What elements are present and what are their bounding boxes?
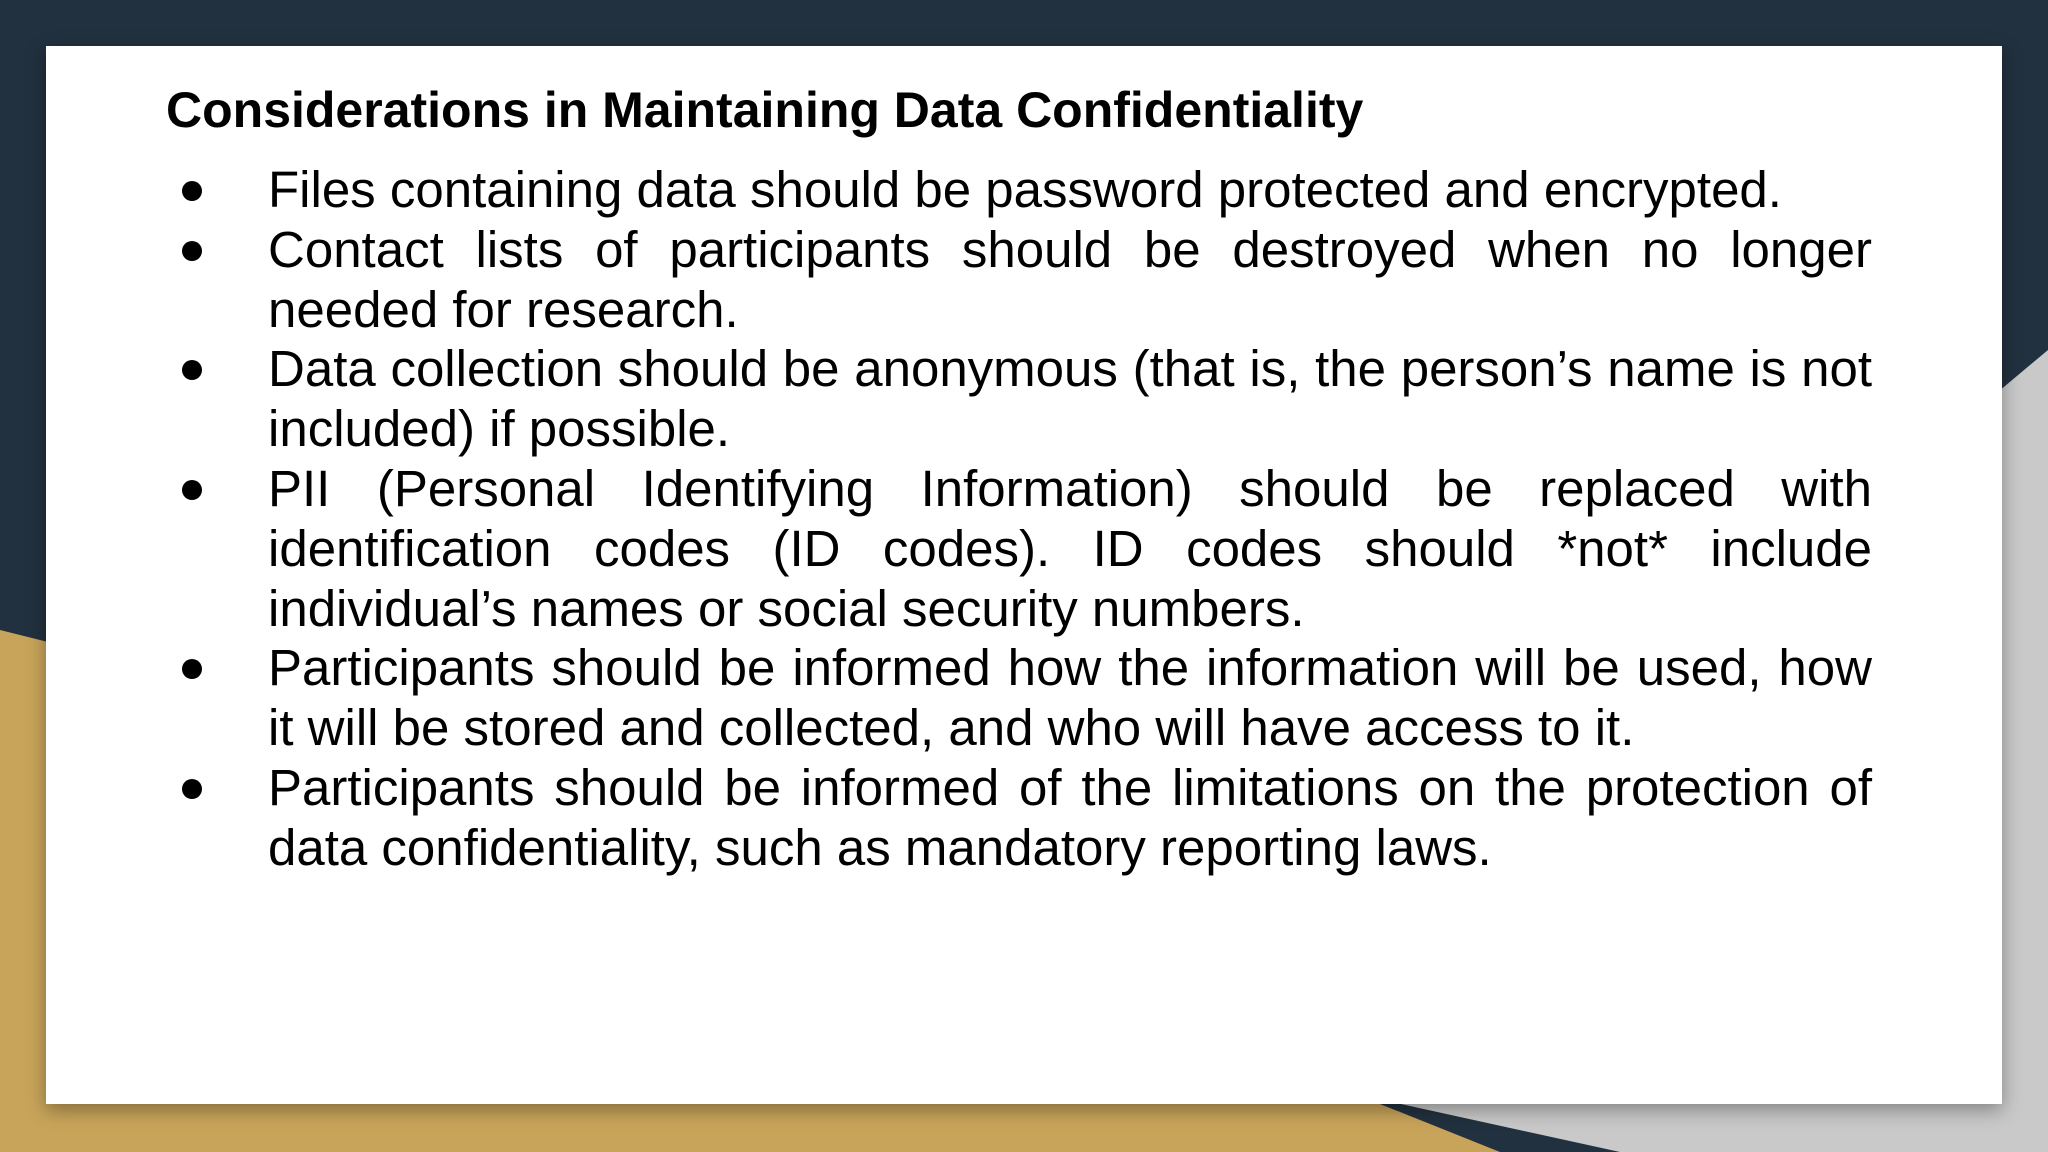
bullet-text: Data collection should be anonymous (that is, the person’s name is not included) if possible. xyxy=(268,340,1872,458)
bullet-text: Participants should be informed of the limitations on the protection of data confidentiality, such as mandatory reporting laws. xyxy=(268,758,1872,876)
bullet-dot-icon xyxy=(182,480,202,500)
bullet-list xyxy=(268,160,1872,878)
bullet-text: Contact lists of participants should be destroyed when no longer needed for research. xyxy=(268,220,1872,338)
bullet-dot-icon xyxy=(182,241,202,261)
bullet-text: Files containing data should be password protected and encrypted. xyxy=(268,161,1782,218)
bullet-dot-icon xyxy=(182,181,202,201)
bullet-item xyxy=(268,758,1872,878)
slide-title: Considerations in Maintaining Data Confidentiality xyxy=(166,82,1364,138)
bullet-item xyxy=(268,220,1872,340)
bullet-item xyxy=(268,638,1872,758)
bullet-text: PII (Personal Identifying Information) should be replaced with identification codes (ID codes). ID codes should *not* include individual’s names or social security numbers. xyxy=(268,459,1872,637)
bullet-item xyxy=(268,160,1872,220)
bullet-dot-icon xyxy=(182,779,202,799)
bullet-item xyxy=(268,459,1872,638)
bullet-text: Participants should be informed how the information will be used, how it will be stored and collected, and who will have access to it. xyxy=(268,639,1872,757)
bullet-item xyxy=(268,339,1872,459)
